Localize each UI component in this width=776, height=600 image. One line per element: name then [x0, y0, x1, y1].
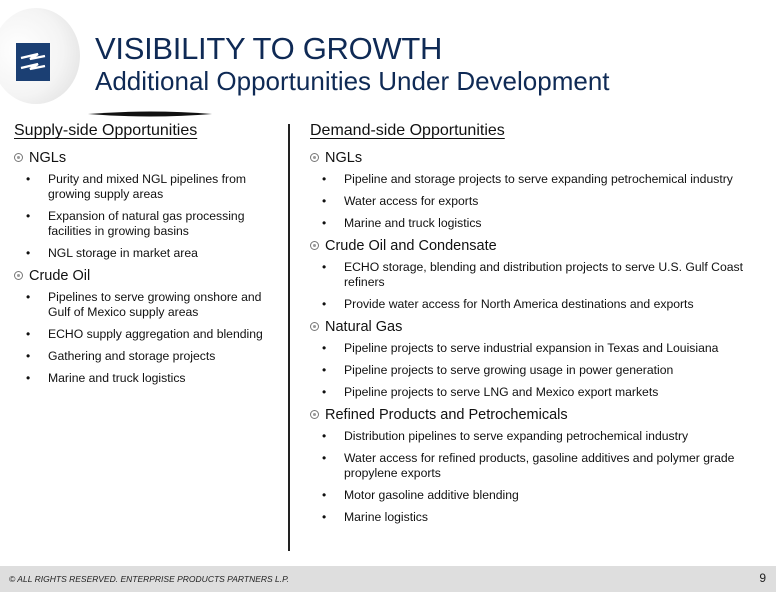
page-number: 9	[759, 571, 766, 585]
dot-bullet-icon: •	[322, 341, 327, 355]
dot-bullet-icon: •	[26, 246, 31, 260]
dot-bullet-icon: •	[322, 429, 327, 443]
title-underline-swoosh	[88, 108, 212, 120]
dot-bullet-icon: •	[26, 290, 31, 304]
footer-bar	[0, 566, 776, 592]
list-item: • Pipelines to serve growing onshore and Gulf of Mexico supply areas	[26, 290, 262, 319]
list-item: • Pipeline and storage projects to serve expanding petrochemical industry	[322, 172, 733, 186]
dot-bullet-icon: •	[26, 209, 31, 223]
ring-bullet-icon	[14, 271, 23, 280]
dot-bullet-icon: •	[26, 172, 31, 186]
ring-bullet-icon	[310, 153, 319, 162]
enterprise-logo-icon	[16, 43, 50, 81]
dot-bullet-icon: •	[322, 194, 327, 208]
list-item: • Distribution pipelines to serve expanding petrochemical industry	[322, 429, 689, 443]
list-item: • Provide water access for North America destinations and exports	[322, 297, 694, 311]
list-item: • Water access for exports	[322, 194, 479, 208]
dot-bullet-icon: •	[322, 297, 327, 311]
demand-group-natural-gas: Natural Gas	[310, 319, 765, 335]
list-item: • Motor gasoline additive blending	[322, 488, 519, 502]
demand-side-heading: Demand-side Opportunities	[310, 122, 505, 139]
list-item: • Water access for refined products, gasoline additives and polymer grade propylene exports	[322, 451, 735, 480]
list-item: • Marine and truck logistics	[26, 371, 186, 385]
list-item: • Purity and mixed NGL pipelines from growing supply areas	[26, 172, 247, 201]
list-item: • Pipeline projects to serve LNG and Mexico export markets	[322, 385, 659, 399]
dot-bullet-icon: •	[26, 349, 31, 363]
ring-bullet-icon	[310, 410, 319, 419]
dot-bullet-icon: •	[26, 371, 31, 385]
dot-bullet-icon: •	[322, 488, 327, 502]
copyright-text: © ALL RIGHTS RESERVED. ENTERPRISE PRODUCTS PARTNERS L.P.	[9, 574, 290, 584]
list-item: • Expansion of natural gas processing facilities in growing basins	[26, 209, 245, 238]
dot-bullet-icon: •	[322, 385, 327, 399]
list-item: • Gathering and storage projects	[26, 349, 216, 363]
list-item: • Marine and truck logistics	[322, 216, 482, 230]
demand-group-refined-products: Refined Products and Petrochemicals	[310, 407, 765, 423]
supply-side-heading: Supply-side Opportunities	[14, 122, 198, 139]
dot-bullet-icon: •	[322, 510, 327, 524]
list-item: • NGL storage in market area	[26, 246, 198, 260]
supply-group-crude-oil: Crude Oil	[14, 268, 279, 284]
supply-group-ngls: NGLs	[14, 150, 279, 166]
list-item: • ECHO storage, blending and distribution projects to serve U.S. Gulf Coast refiners	[322, 260, 743, 289]
list-item: • Pipeline projects to serve growing usage in power generation	[322, 363, 674, 377]
list-item: • ECHO supply aggregation and blending	[26, 327, 263, 341]
demand-side-list	[310, 150, 765, 532]
column-divider	[288, 124, 290, 551]
demand-group-crude-oil-condensate: Crude Oil and Condensate	[310, 238, 765, 254]
list-item: • Marine logistics	[322, 510, 428, 524]
ring-bullet-icon	[310, 241, 319, 250]
dot-bullet-icon: •	[322, 172, 327, 186]
ring-bullet-icon	[310, 322, 319, 331]
list-item: • Pipeline projects to serve industrial expansion in Texas and Louisiana	[322, 341, 719, 355]
page-title: VISIBILITY TO GROWTH	[95, 31, 443, 66]
dot-bullet-icon: •	[322, 451, 327, 465]
supply-side-list	[14, 150, 279, 393]
demand-group-ngls: NGLs	[310, 150, 765, 166]
dot-bullet-icon: •	[322, 363, 327, 377]
dot-bullet-icon: •	[26, 327, 31, 341]
dot-bullet-icon: •	[322, 260, 327, 274]
ring-bullet-icon	[14, 153, 23, 162]
dot-bullet-icon: •	[322, 216, 327, 230]
page-subtitle: Additional Opportunities Under Development	[95, 66, 610, 96]
